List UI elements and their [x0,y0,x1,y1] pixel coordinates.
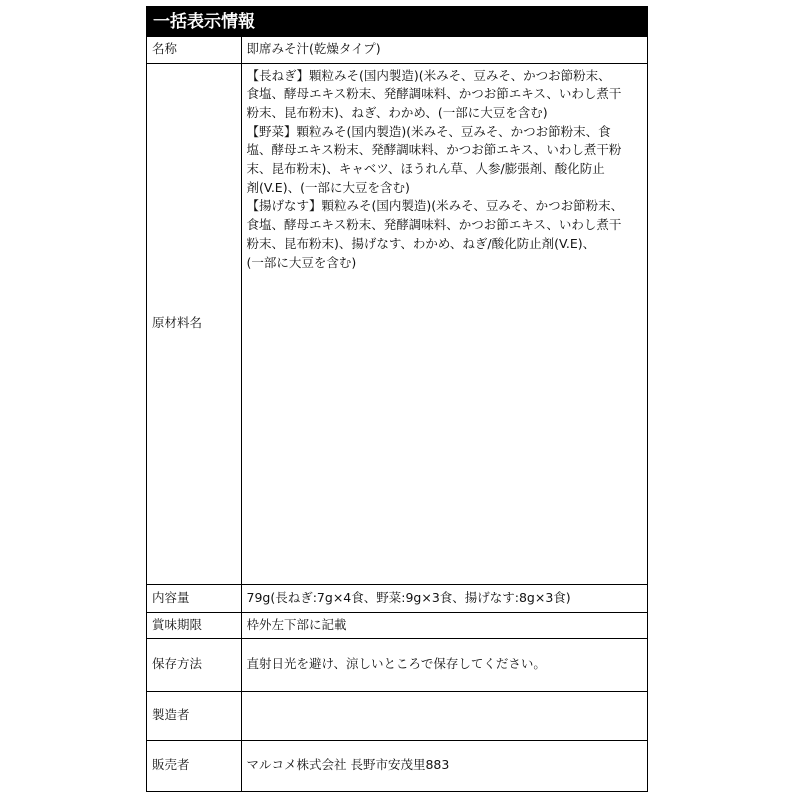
seller-label: 販売者 [147,740,241,791]
contents-value: 79g(長ねぎ:7g×4食、野菜:9g×3食、揚げなす:8g×3食) [241,584,647,612]
row-manufacturer [147,691,647,740]
row-storage [147,638,647,691]
expiry-label: 賞味期限 [147,612,241,638]
name-value: 即席みそ汁(乾燥タイプ) [241,37,647,63]
name-label: 名称 [147,37,241,63]
expiry-value: 枠外左下部に記載 [241,612,647,638]
food-label-table [146,6,648,792]
label-rows [147,37,647,791]
manufacturer-label: 製造者 [147,691,241,740]
row-contents [147,584,647,612]
row-ingredients [147,63,647,584]
row-expiry [147,612,647,638]
row-seller [147,740,647,791]
storage-label: 保存方法 [147,638,241,691]
contents-label: 内容量 [147,584,241,612]
ingredients-value: 【長ねぎ】顆粒みそ(国内製造)(米みそ、豆みそ、かつお節粉末、 食塩、酵母エキス粉末、発酵調味料、かつお節エキス、いわし煮干 粉末、昆布粉末)、ねぎ、わかめ、(一部に大豆を含む) 【野菜】顆粒みそ(国内製造)(米みそ、豆みそ、かつお節粉末、食 塩、酵母エキス粉末、発酵調味料、かつお節エキス、いわし煮干粉 末、昆布粉末)、キャベツ、ほうれん草、人参/膨張剤、酸化防止 剤(V.E)、(一部に大豆を含む) 【揚げなす】顆粒みそ(国内製造)(米みそ、豆みそ、かつお節粉末、 食塩、酵母エキス粉末、発酵調味料、かつお節エキス、いわし煮干 粉末、昆布粉末)、揚げなす、わかめ、ねぎ/酸化防止剤(V.E)、 (一部に大豆を含む) [241,63,647,584]
label-title: 一括表示情報 [147,7,647,37]
ingredients-label: 原材料名 [147,63,241,584]
seller-value: マルコメ株式会社 長野市安茂里883 [246,757,450,773]
manufacturer-value [241,691,647,740]
row-name [147,37,647,63]
storage-value: 直射日光を避け、涼しいところで保存してください。 [241,638,647,691]
